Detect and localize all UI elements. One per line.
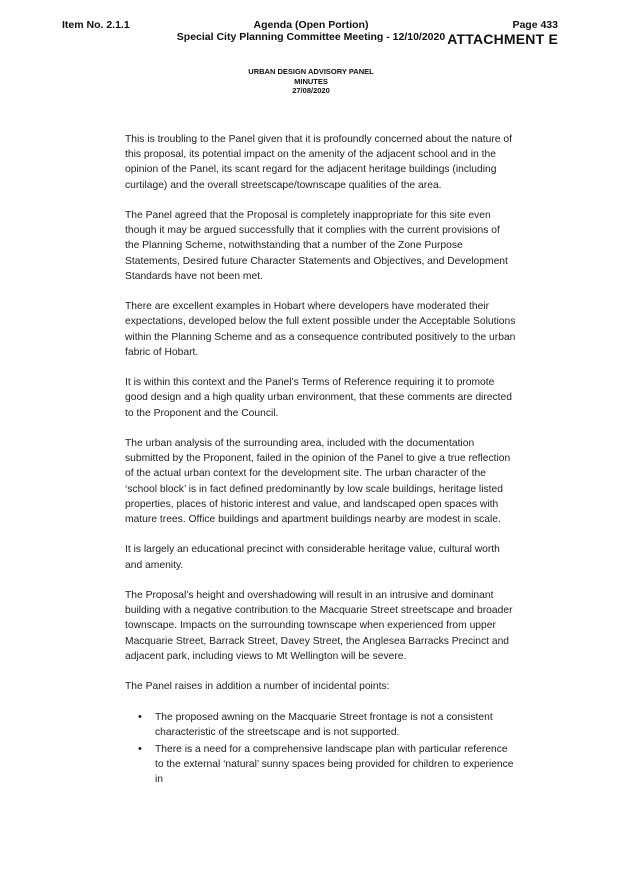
meeting-title: Special City Planning Committee Meeting - 12/10/2020	[176, 31, 446, 43]
list-item: • There is a need for a comprehensive landscape plan with particular reference to the external ‘natural’ sunny spaces being provided for children to experience in	[155, 742, 517, 788]
paragraph: There are excellent examples in Hobart where developers have moderated their expectations, developed below the full extent possible under the Acceptable Solutions within the Planning Scheme and as a consequence contributed positively to the urban fabric of Hobart.	[125, 301, 516, 358]
minutes-date: 27/08/2020	[292, 86, 330, 95]
item-number: Item No. 2.1.1	[62, 19, 130, 31]
paragraph: This is troubling to the Panel given that it is profoundly concerned about the nature of this proposal, its potential impact on the amenity of the adjacent school and in the opinion of the Panel, its scant regard for the adjacent heritage buildings (including curtilage) and the overall streetscape/townscape qualities of the area.	[125, 134, 512, 191]
attachment-label: ATTACHMENT E	[447, 31, 558, 47]
paragraph: The Panel agreed that the Proposal is completely inappropriate for this site even though it may be argued successfully that it complies with the current provisions of the Planning Scheme, notwithstanding that a number of the Zone Purpose Statements, Desired future Character Statements and Objectives, and Development Standards have not been met.	[125, 210, 508, 282]
paragraph: The Panel raises in addition a number of incidental points:	[125, 681, 390, 693]
paragraph: It is largely an educational precinct with considerable heritage value, cultural worth and amenity.	[125, 544, 500, 571]
minutes-body	[125, 132, 517, 790]
document-title	[0, 67, 622, 96]
page-header	[447, 19, 558, 47]
list-item: • The proposed awning on the Macquarie Street frontage is not a consistent characteristic of the streetscape and is not supported.	[155, 710, 517, 740]
paragraph: The Proposal’s height and overshadowing will result in an intrusive and dominant building with a negative contribution to the Macquarie Street streetscape and broader townscape. Impacts on the surrounding townscape when experienced from upper Macquarie Street, Barrack Street, Davey Street, the Anglesea Barracks Precinct and adjacent park, including views to Mt Wellington will be severe.	[125, 590, 513, 662]
bullet-list	[125, 710, 517, 788]
agenda-title: Agenda (Open Portion)	[253, 19, 369, 31]
page-number: Page 433	[512, 19, 558, 31]
minutes-label: MINUTES	[294, 76, 328, 86]
paragraph: The urban analysis of the surrounding area, included with the documentation submitted by the Proponent, failed in the opinion of the Panel to give a true reflection of the actual urban context for the development site. The urban character of the ‘school block’ is in fact defined predominantly by low scale buildings, heritage listed properties, places of historic interest and value, and landscaped open spaces with mature trees. Office buildings and apartment buildings nearby are modest in scale.	[125, 438, 511, 526]
panel-name: URBAN DESIGN ADVISORY PANEL	[248, 67, 374, 76]
paragraph: It is within this context and the Panel’s Terms of Reference requiring it to promote good design and a high quality urban environment, that these comments are directed to the Proponent and the Council.	[125, 377, 512, 419]
